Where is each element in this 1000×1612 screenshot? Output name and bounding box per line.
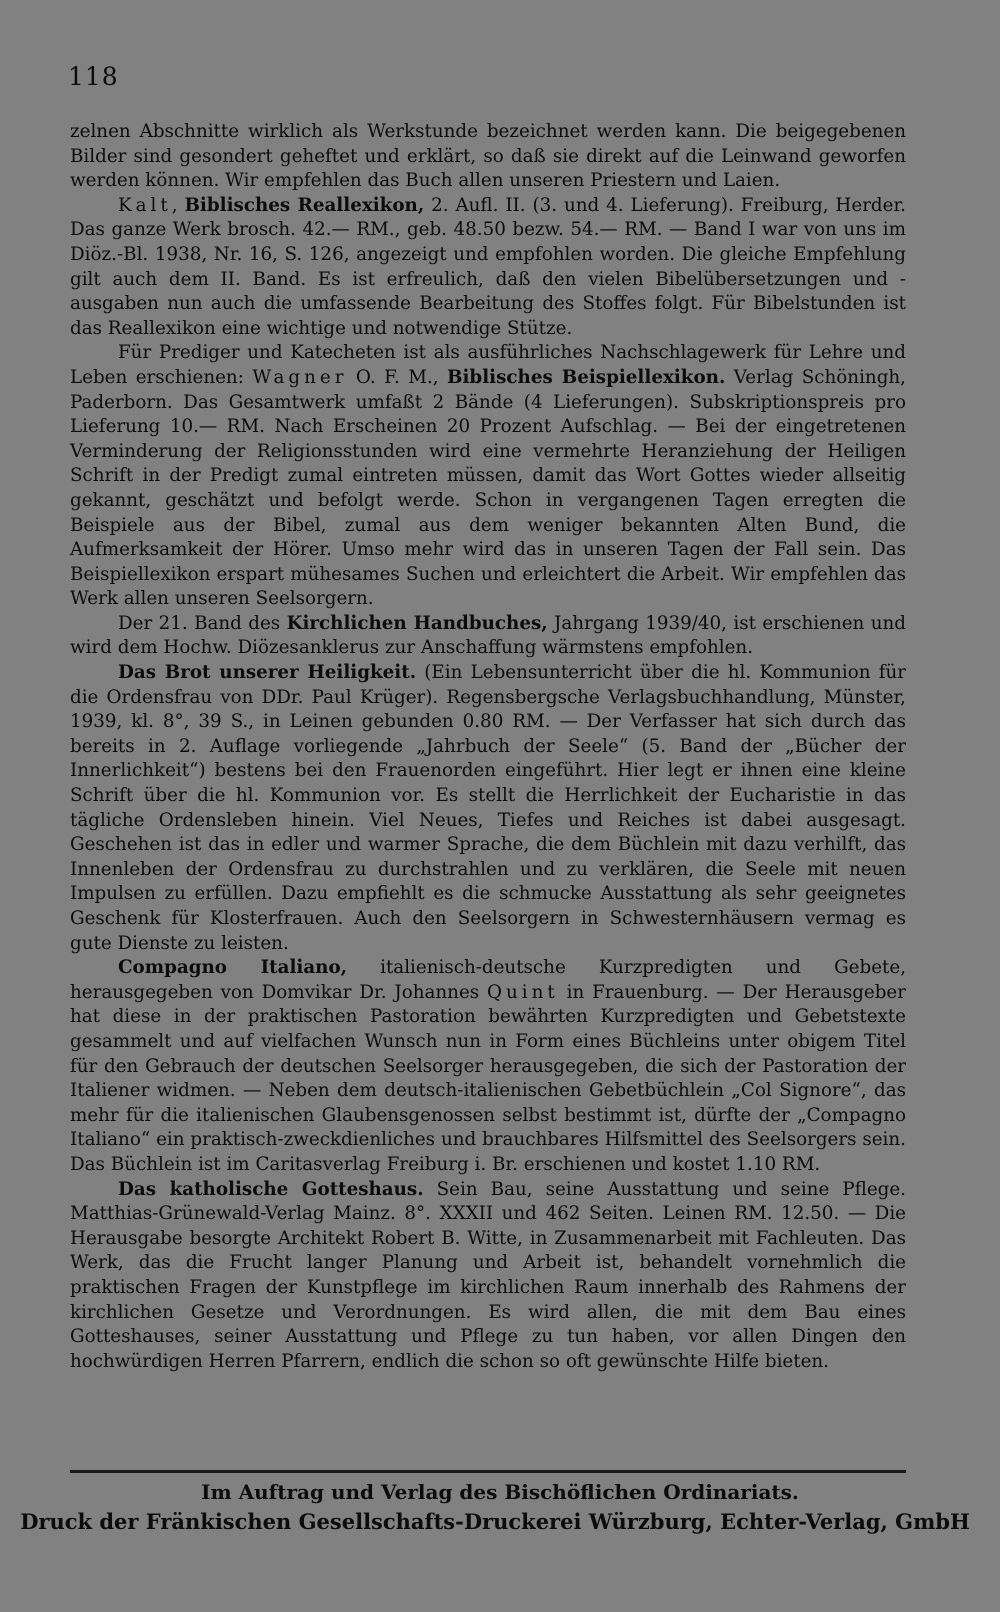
entry-title: Biblisches Beispiellexikon. — [447, 366, 726, 388]
entry-intro: Der 21. Band des — [118, 612, 287, 634]
entry-title: Das Brot unserer Heiligkeit. — [118, 662, 417, 684]
entry-text: Jahrgang 1939/40, ist erschienen und wird dem Hochw. Diözesanklerus zur Anschaffung wärmstens empfohlen. — [70, 612, 906, 659]
entry-text: (Ein Lebensunterricht über die hl. Kommunion für die Ordensfrau von DDr. Paul Krüger). Regensbergsche Verlagsbuchhandlung, Münster, 1939, kl. 8°, 39 S., in Leinen gebunden 0.80 RM. — Der Verfasser hat sich durch das bereits in 2. Auflage vorliegende „Jahrbuch der Seele“ (5. Band der „Bücher der Innerlichkeit“) bestens bei den Frauenorden eingeführt. Hier legt er ihnen eine kleine Schrift über die hl. Kommunion vor. Es stellt die Herrlichkeit der Eucharistie in das tägliche Ordensleben hinein. Viel Neues, Tiefes und Reiches ist dabei ausgesagt. Geschehen ist das in edler und warmer Sprache, die dem Büchlein mit dazu verhilft, das Innenleben der Ordensfrau zu durchstrahlen und zu verklären, die Seele mit neuen Impulsen zu erfüllen. Dazu empfiehlt es die schmucke Ausstattung als sehr geeignetes Geschenk für Klosterfrauen. Auch den Seelsorgern in Schwesternhäusern vermag es gute Dienste zu leisten. — [70, 662, 906, 954]
review-entry-brot — [70, 661, 906, 956]
entry-author: Kalt — [118, 194, 172, 216]
review-entry-handbuch — [70, 612, 906, 661]
entry-author: Quint — [487, 981, 559, 1003]
entry-title: Compagno Italiano, — [118, 957, 348, 979]
entry-text: Sein Bau, seine Ausstattung und seine Pflege. Matthias-Grünewald-Verlag Mainz. 8°. XXXII und 462 Seiten. Leinen RM. 12.50. — Die Herausgabe besorgte Architekt Robert B. Witte, in Zusammenarbeit mit Fachleuten. Das Werk, das die Frucht langer Planung und Arbeit ist, behandelt vornehmlich die praktischen Fragen der Kunstpflege im kirchlichen Raum innerhalb des Rahmens der kirchlichen Gesetze und Verordnungen. Es wird allen, die mit dem Bau eines Gotteshauses, seiner Ausstattung und Pflege zu tun haben, vor allen Dingen den hochwürdigen Herren Pfarrern, endlich die schon so oft gewünschte Hilfe bieten. — [70, 1178, 906, 1372]
review-entry-kalt: Kalt, Biblisches Reallexikon, 2. Aufl. II. (3. und 4. Lieferung). Freiburg, Herder. Das ganze Werk brosch. 42.— RM., geb. 48.50 bezw. 54.— RM. — Band I war von uns im Diöz.-Bl. 1938, Nr. 16, S. 126, angezeigt und empfohlen worden. Die gleiche Empfehlung gilt auch dem II. Band. Es ist erfreulich, daß den vielen Bibelübersetzungen und -ausgaben nun auch die umfassende Bearbeitung des Stoffes folgt. Für Bibelstunden ist das Reallexikon eine wichtige und notwendige Stütze. — [70, 194, 906, 339]
footer-printer-line: Druck der Fränkischen Gesellschafts-Druckerei Würzburg, Echter-Verlag, GmbH — [20, 1509, 970, 1534]
entry-title: Kirchlichen Handbuches, — [286, 612, 548, 634]
entry-title: Das katholische Gotteshaus. — [118, 1178, 424, 1200]
review-entry-compagno — [70, 956, 906, 1177]
review-entry-wagner — [70, 341, 906, 612]
review-entry-gotteshaus — [70, 1178, 906, 1375]
page-number: 118 — [68, 62, 119, 91]
entry-text-a: italienisch-deutsche Kurzpredigten und Gebete, herausgegeben von Domvikar Dr. Johannes — [70, 957, 907, 1003]
footer-publisher-line: Im Auftrag und Verlag des Bischöflichen Ordinariats. — [201, 1480, 799, 1504]
entry-intro: Für Prediger und Katecheten ist als ausführliches Nachschlagewerk für Lehre und Leben erschienen: — [70, 342, 906, 388]
entry-text: Verlag Schöningh, Paderborn. Das Gesamtwerk umfaßt 2 Bände (4 Lieferungen). Subskriptionspreis pro Lieferung 10.— RM. Nach Erscheinen 20 Prozent Aufschlag. — Bei der eingetretenen Verminderung der Religionsstunden wird eine vermehrte Heranziehung der Heiligen Schrift in der Predigt zumal eintreten müssen, damit das Wort Gottes wieder allseitig gekannt, geschätzt und befolgt werde. Schon in vergangenen Tagen erregten die Beispiele aus der Bibel, zumal aus dem weniger bekannten Alten Bund, die Aufmerksamkeit der Hörer. Umso mehr wird das in unseren Tagen der Fall sein. Das Beispiellexikon erspart mühesames Suchen und erleichtert die Arbeit. Wir empfehlen das Werk allen unseren Seelsorgern. — [70, 366, 906, 610]
entry-author-rest: O. F. M., — [347, 366, 448, 388]
paragraph-continuation: zelnen Abschnitte wirklich als Werkstunde bezeichnet werden kann. Die beigegebenen Bilder sind gesondert geheftet und erklärt, so daß sie direkt auf die Leinwand geworfen werden können. Wir empfehlen das Buch allen unseren Priestern und Laien. — [70, 121, 906, 192]
body-text — [70, 120, 906, 1374]
entry-title: Biblisches Reallexikon, — [184, 194, 425, 216]
entry-text: 2. Aufl. II. (3. und 4. Lieferung). Freiburg, Herder. Das ganze Werk brosch. 42.— RM., geb. 48.50 bezw. 54.— RM. — Band I war von uns im Diöz.-Bl. 1938, Nr. 16, S. 126, angezeigt und empfohlen worden. Die gleiche Empfehlung gilt auch dem II. Band. Es ist erfreulich, daß den vielen Bibelübersetzungen und -ausgaben nun auch die umfassende Bearbeitung des Stoffes folgt. Für Bibelstunden ist das Reallexikon eine wichtige und notwendige Stütze. — [70, 194, 906, 339]
entry-text-b: in Frauenburg. — Der Herausgeber hat diese in der praktischen Pastoration bewährten Kurzpredigten und Gebetstexte gesammelt und auf vielfachen Wunsch nun in Form eines Büchleins unter obigem Titel für den Gebrauch der deutschen Seelsorger herausgegeben, die sich der Pastoration der Italiener widmen. — Neben dem deutsch-italienischen Gebetbüchlein „Col Signore“, das mehr für die italienischen Glaubensgenossen selbst bestimmt ist, dürfte der „Compagno Italiano“ ein praktisch-zweckdienliches und brauchbares Hilfsmittel des Seelsorgers sein. Das Büchlein ist im Caritasverlag Freiburg i. Br. erschienen und kostet 1.10 RM. — [70, 981, 906, 1175]
footer-divider — [70, 1470, 906, 1473]
entry-author: Wagner — [252, 366, 348, 388]
